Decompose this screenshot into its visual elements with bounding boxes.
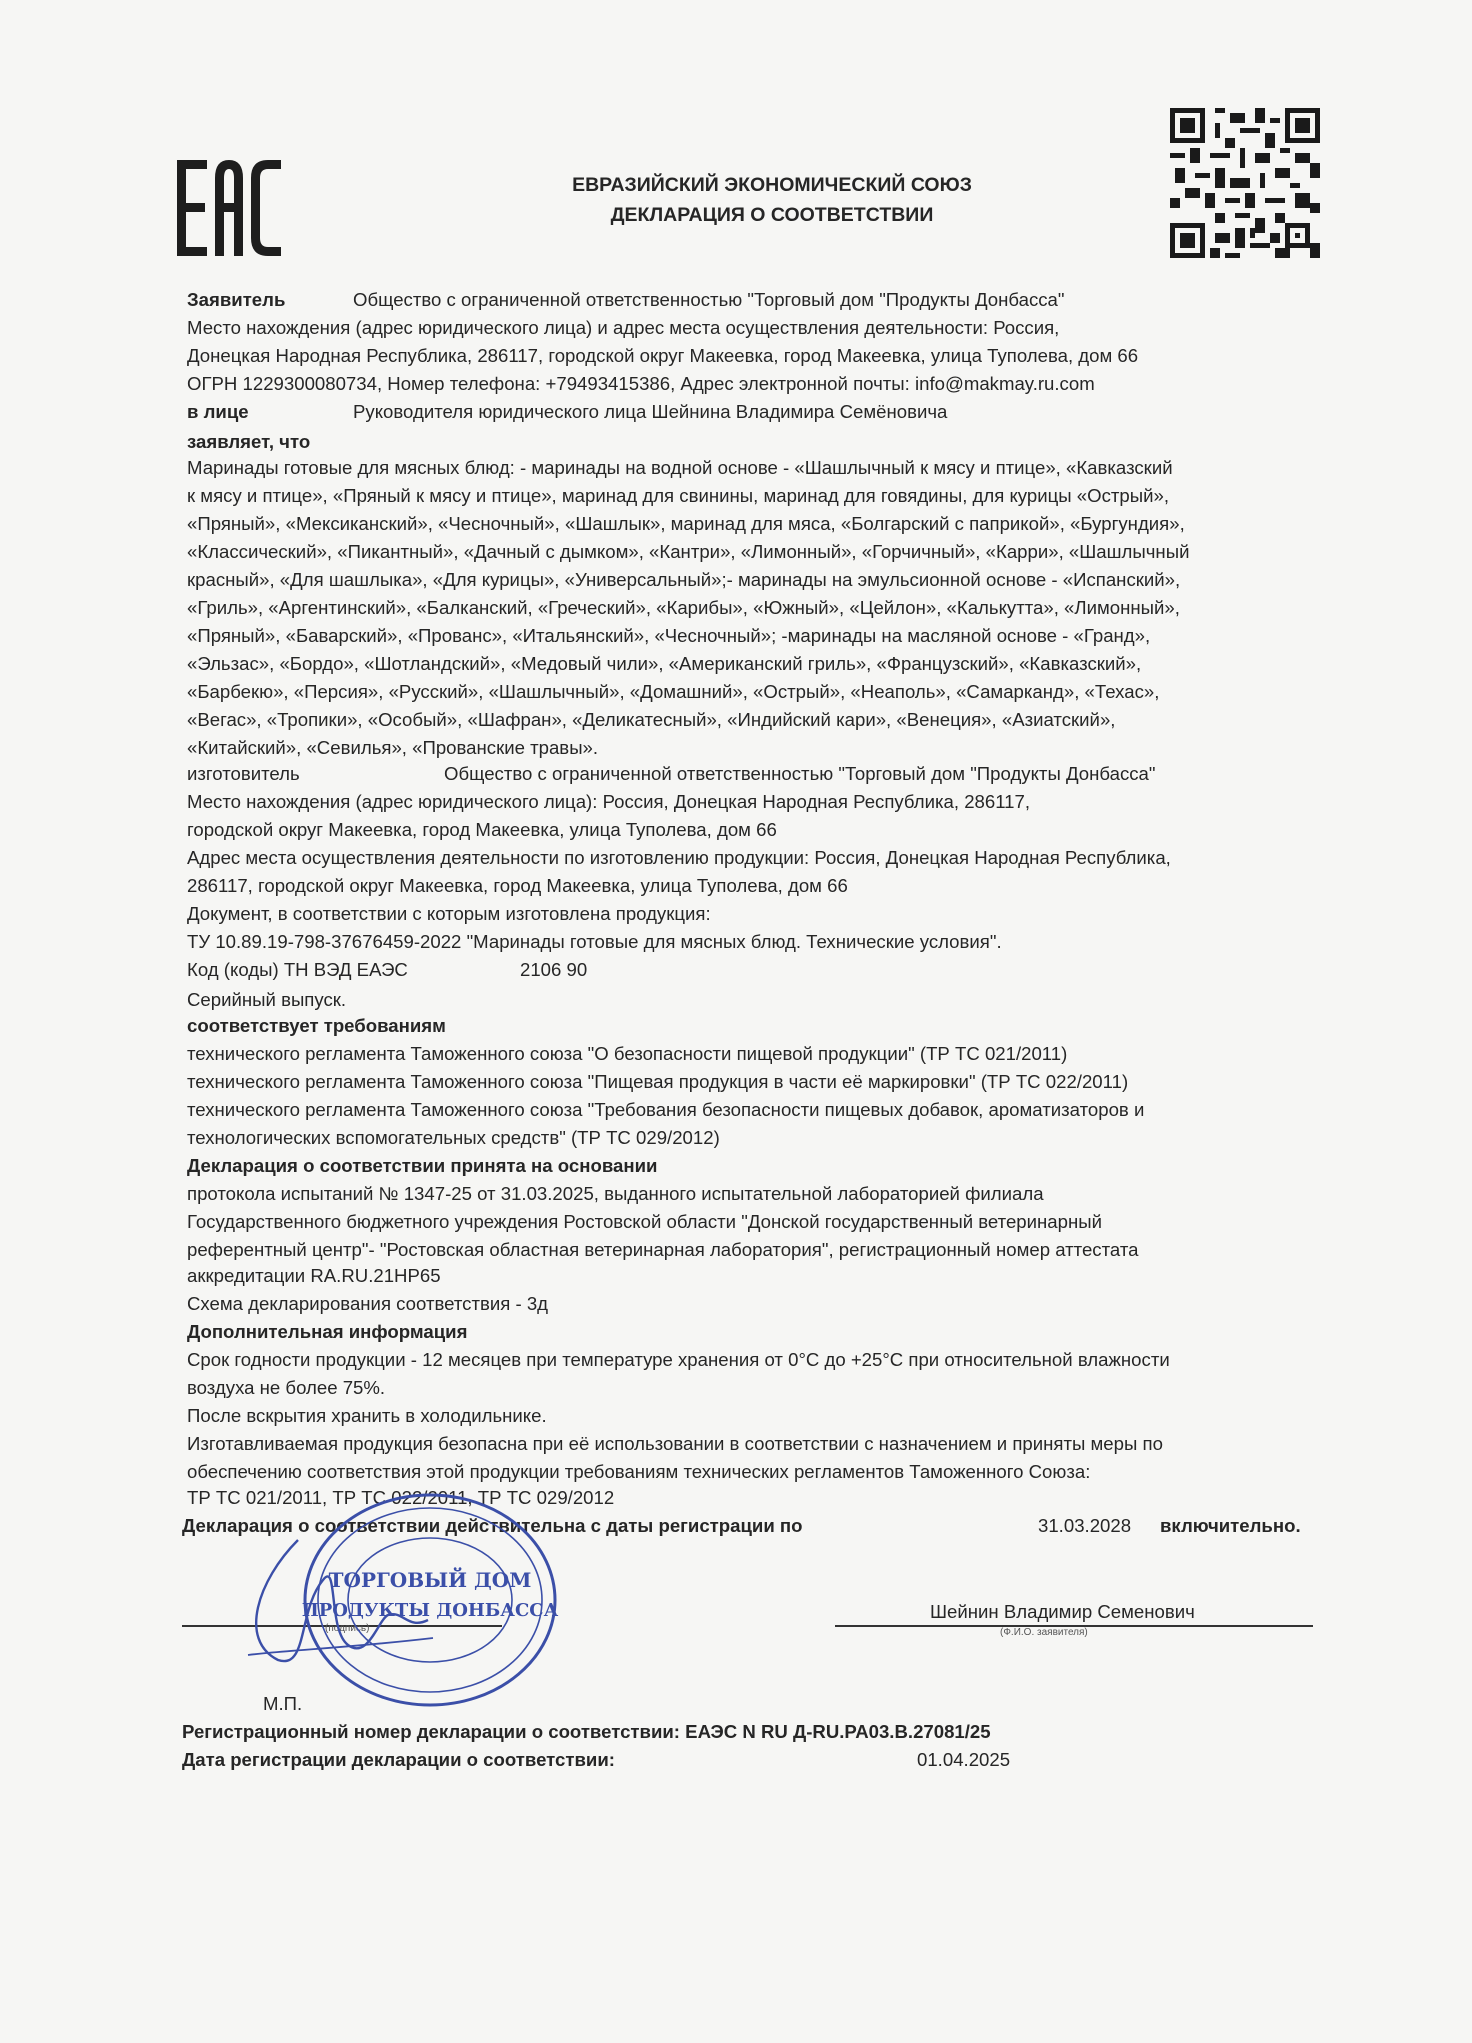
applicant-address-line: Донецкая Народная Республика, 286117, городской округ Макеевка, город Макеевка, улица Туполева, дом 66 bbox=[187, 345, 1139, 366]
manufacturer-line: Место нахождения (адрес юридического лица): Россия, Донецкая Народная Республика, 286117, bbox=[187, 791, 1031, 812]
registration-date: 01.04.2025 bbox=[917, 1749, 1011, 1770]
validity-label: Декларация о соответствии действительна с даты регистрации по bbox=[182, 1515, 803, 1536]
product-line: красный», «Для шашлыка», «Для курицы», «Универсальный»;- маринады на эмульсионной основе - «Испанский», bbox=[187, 569, 1181, 590]
document-title: ДЕКЛАРАЦИЯ О СООТВЕТСТВИИ bbox=[610, 204, 934, 226]
hs-code-value: 2106 90 bbox=[520, 959, 588, 980]
additional-info-line: обеспечению соответствия этой продукции требованиям технических регламентов Таможенного Союза: bbox=[187, 1461, 1091, 1482]
product-line: «Барбекю», «Персия», «Русский», «Шашлычный», «Домашний», «Острый», «Неаполь», «Самарканд», «Техас», bbox=[187, 681, 1160, 702]
validity-date: 31.03.2028 bbox=[1038, 1515, 1132, 1536]
manufacturer-line: городской округ Макеевка, город Макеевка, улица Туполева, дом 66 bbox=[187, 819, 777, 840]
additional-info-line: ТР ТС 021/2011, ТР ТС 022/2011, ТР ТС 029/2012 bbox=[187, 1487, 615, 1508]
basis-line: референтный центр"- "Ростовская областная ветеринарная лаборатория", регистрационный номер аттестата bbox=[187, 1239, 1139, 1260]
declaration-scheme: Схема декларирования соответствия - 3д bbox=[187, 1293, 549, 1314]
product-line: «Китайский», «Севилья», «Прованские травы». bbox=[187, 737, 599, 758]
registration-number: Регистрационный номер декларации о соответствии: ЕАЭС N RU Д-RU.РА03.В.27081/25 bbox=[182, 1721, 991, 1742]
manufacturer-label: изготовитель bbox=[187, 763, 300, 784]
basis-line: протокола испытаний № 1347-25 от 31.03.2025, выданного испытательной лабораторией филиала bbox=[187, 1183, 1044, 1204]
product-line: «Эльзас», «Бордо», «Шотландский», «Медовый чили», «Американский гриль», «Французский», «Кавказский», bbox=[187, 653, 1142, 674]
declares-label: заявляет, что bbox=[187, 431, 311, 452]
additional-info-line: После вскрытия хранить в холодильнике. bbox=[187, 1405, 547, 1426]
signatory-name: Шейнин Владимир Семенович bbox=[930, 1601, 1195, 1622]
product-line: Маринады готовые для мясных блюд: - маринады на водной основе - «Шашлычный к мясу и птице», «Кавказский bbox=[187, 457, 1173, 478]
serial-release: Серийный выпуск. bbox=[187, 989, 347, 1010]
requirement-line: технического регламента Таможенного союза "Пищевая продукция в части её маркировки" (ТР ТС 022/2011) bbox=[187, 1071, 1129, 1092]
representative-label: в лице bbox=[187, 401, 249, 422]
manufacturer-name: Общество с ограниченной ответственностью "Торговый дом "Продукты Донбасса" bbox=[444, 763, 1156, 784]
company-stamp bbox=[300, 1490, 560, 1710]
basis-line: аккредитации RA.RU.21НР65 bbox=[187, 1265, 441, 1286]
applicant-address-line: Место нахождения (адрес юридического лица) и адрес места осуществления деятельности: Россия, bbox=[187, 317, 1060, 338]
product-line: «Вегас», «Тропики», «Особый», «Шафран», «Деликатесный», «Индийский кари», «Венеция», «Азиатский», bbox=[187, 709, 1116, 730]
additional-info-line: Изготавливаемая продукция безопасна при её использовании в соответствии с назначением и приняты меры по bbox=[187, 1433, 1163, 1454]
stamp-text-line1: ТОРГОВЫЙ ДОМ bbox=[328, 1568, 532, 1592]
product-line: «Гриль», «Аргентинский», «Балканский, «Греческий», «Карибы», «Южный», «Цейлон», «Калькутта», «Лимонный», bbox=[187, 597, 1180, 618]
manufacturer-line: Документ, в соответствии с которым изготовлена продукция: bbox=[187, 903, 711, 924]
additional-info-heading: Дополнительная информация bbox=[187, 1321, 468, 1342]
signature-caption: (подпись) bbox=[325, 1623, 370, 1634]
product-line: «Пряный», «Баварский», «Прованс», «Итальянский», «Чесночный»; -маринады на масляной основе - «Гранд», bbox=[187, 625, 1151, 646]
stamp-text-line2: ПРОДУКТЫ ДОНБАССА bbox=[301, 1600, 559, 1621]
manufacturer-line: ТУ 10.89.19-798-37676459-2022 "Маринады готовые для мясных блюд. Технические условия". bbox=[187, 931, 1002, 952]
product-line: «Пряный», «Мексиканский», «Чесночный», «Шашлык», маринад для мяса, «Болгарский с паприкой», «Бургундия», bbox=[187, 513, 1185, 534]
basis-heading: Декларация о соответствии принята на основании bbox=[187, 1155, 658, 1176]
applicant-contacts: ОГРН 1229300080734, Номер телефона: +79493415386, Адрес электронной почты: info@makmay.ru.com bbox=[187, 373, 1095, 394]
qr-code bbox=[1170, 108, 1320, 258]
registration-date-label: Дата регистрации декларации о соответствии: bbox=[182, 1749, 615, 1770]
name-caption: (Ф.И.О. заявителя) bbox=[1000, 1627, 1088, 1638]
requirements-heading: соответствует требованиям bbox=[187, 1015, 446, 1036]
additional-info-line: Срок годности продукции - 12 месяцев при температуре хранения от 0°С до +25°С при относительной влажности bbox=[187, 1349, 1170, 1370]
additional-info-line: воздуха не более 75%. bbox=[187, 1377, 386, 1398]
applicant-label: Заявитель bbox=[187, 289, 286, 310]
requirement-line: технического регламента Таможенного союза "Требования безопасности пищевых добавок, ароматизаторов и bbox=[187, 1099, 1145, 1120]
requirement-line: технологических вспомогательных средств" (ТР ТС 029/2012) bbox=[187, 1127, 720, 1148]
eac-logo bbox=[177, 160, 287, 256]
union-title: ЕВРАЗИЙСКИЙ ЭКОНОМИЧЕСКИЙ СОЮЗ bbox=[572, 174, 972, 196]
requirement-line: технического регламента Таможенного союза "О безопасности пищевой продукции" (ТР ТС 021/2011) bbox=[187, 1043, 1068, 1064]
validity-suffix: включительно. bbox=[1160, 1515, 1301, 1536]
manufacturer-line: Адрес места осуществления деятельности по изготовлению продукции: Россия, Донецкая Народная Республика, bbox=[187, 847, 1171, 868]
representative-name: Руководителя юридического лица Шейнина Владимира Семёновича bbox=[353, 401, 948, 422]
product-line: «Классический», «Пикантный», «Дачный с дымком», «Кантри», «Лимонный», «Горчичный», «Карри», «Шашлычный bbox=[187, 541, 1190, 562]
hs-code-label: Код (коды) ТН ВЭД ЕАЭС bbox=[187, 959, 408, 980]
seal-place-label: М.П. bbox=[263, 1693, 303, 1714]
product-line: к мясу и птице», «Пряный к мясу и птице», маринад для свинины, маринад для говядины, для курицы «Острый», bbox=[187, 485, 1170, 506]
applicant-name: Общество с ограниченной ответственностью "Торговый дом "Продукты Донбасса" bbox=[353, 289, 1065, 310]
basis-line: Государственного бюджетного учреждения Ростовской области "Донской государственный ветеринарный bbox=[187, 1211, 1102, 1232]
manufacturer-line: 286117, городской округ Макеевка, город Макеевка, улица Туполева, дом 66 bbox=[187, 875, 848, 896]
